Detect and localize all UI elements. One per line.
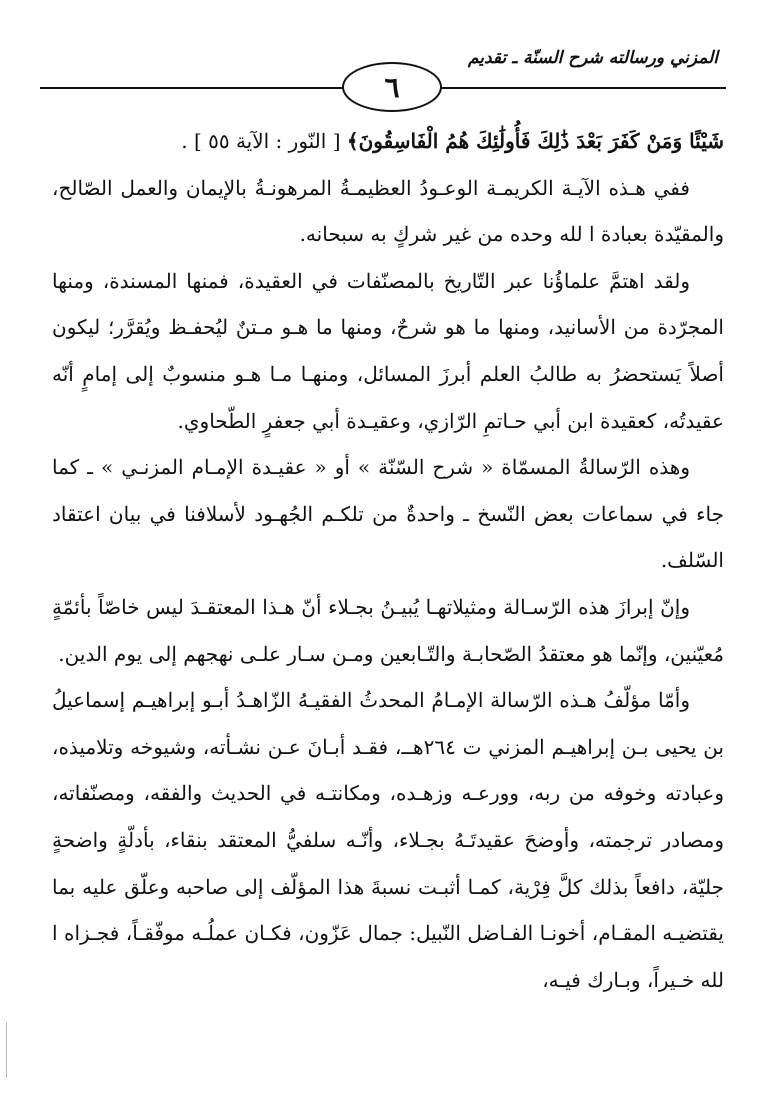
page-body bbox=[52, 118, 724, 1003]
page-number: ٦ bbox=[342, 62, 442, 112]
running-header bbox=[40, 38, 726, 104]
quran-verse: شَيْئًا وَمَنْ كَفَرَ بَعْدَ ذَٰلِكَ فَأُولَٰئِكَ هُمُ الْفَاسِقُونَ﴾ bbox=[346, 129, 724, 153]
running-header-title: المزني ورسالته شرح السنّة ـ تقديم bbox=[467, 48, 718, 68]
paragraph: ولقد اهتمَّ علماؤُنا عبر التّاريخ بالمصنّفات في العقيدة، فمنها المسندة، ومنها المجرّدة من الأسانيد، ومنها ما هو شرحٌ، ومنها ما هـو مـتنٌ ليُحفـظ ويُقرَّر؛ ليكون أصلاً يَستحضرُ به طالبُ العلم أبرزَ المسائل، ومنهـا مـا هـو منسوبٌ إلى إمامٍ أنّه عقيدتُه، كعقيدة ابن أبي حـاتمِ الرّازي، وعقيـدة أبي جعفرٍ الطّحاوي. bbox=[52, 268, 724, 433]
verse-line bbox=[52, 118, 724, 165]
paragraph: ففي هـذه الآيـة الكريمـة الوعـودُ العظيمـةُ المرهونـةُ بالإيمان والعمل الصّالح، والمقيّدة بعبادة ا لله وحده من غير شركٍ به سبحانه. bbox=[52, 175, 724, 247]
paragraph: وأمّا مؤلّفُ هـذه الرّسالة الإمـامُ المحدثُ الفقيـهُ الزّاهـدُ أبـو إبراهيـم إسماعيلُ بن يحيى بـن إبراهيـم المزني ت ٢٦٤هــ، فقـد أبـانَ عـن نشـأته، وشيوخه وتلاميذه، وعبادته وخوفه من ربه، وورعـه وزهـده، ومكانتـه في الحديث والفقه، ومصنّفاته، ومصادر ترجمته، وأوضحَ عقيدتَـهُ بجـلاء، وأنّـه سلفيُّ المعتقد بنقاء، بأدلّةٍ واضحةٍ جليّة، دافعاً بذلك كلَّ فِرْية، كمـا أثبـت نسبةَ هذا المؤلّف إلى صاحبه وعلّق عليه بما يقتضيـه المقـام، أخونـا الفـاضل النّبيل: جمال عَزّون، فكـان عملُـه موفّقـاً، فجـزاه ا لله خـيراً، وبـارك فيـه، bbox=[52, 688, 724, 992]
scan-edge-mark bbox=[6, 1022, 7, 1078]
paragraph: وإنّ إبرازَ هذه الرّسـالة ومثيلاتهـا يُبيـنُ بجـلاء أنّ هـذا المعتقـدَ ليس خاصّاً بأئمّةٍ مُعيّنين، وإنّما هو معتقدُ الصّحابـة والتّـابعين ومـن سـار علـى نهجهم إلى يوم الدين. bbox=[52, 594, 724, 666]
paragraph: وهذه الرّسالةُ المسمّاة « شرح السّنّة » أو « عقيـدة الإمـام المزنـي » ـ كما جاء في سماعات بعض النّسخ ـ واحدةٌ من تلكـم الجُهـود لأسلافنا في بيان اعتقاد السّلف. bbox=[52, 455, 724, 573]
verse-reference: [ النّور : الآية ٥٥ ] . bbox=[181, 129, 341, 153]
